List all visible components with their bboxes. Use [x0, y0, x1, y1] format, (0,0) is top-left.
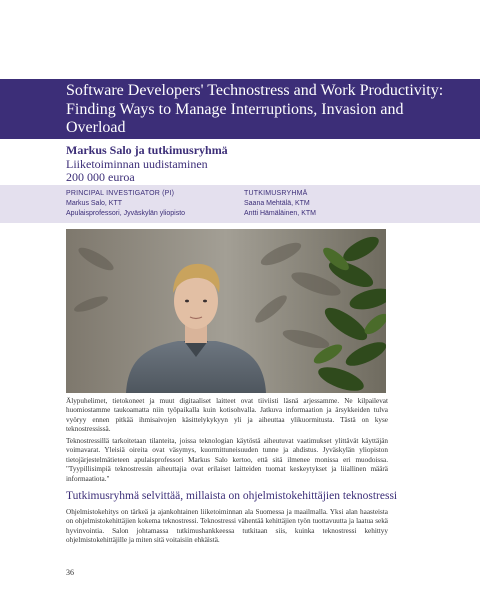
- group-column: [244, 189, 316, 219]
- page-title: Software Developers' Technostress and Work Productivity: Finding Ways to Manage Interruptions, Invasion and Overload: [66, 82, 444, 136]
- pi-heading: PRINCIPAL INVESTIGATOR (PI): [66, 190, 175, 197]
- group-member-1: Saana Mehtälä, KTM: [244, 200, 310, 207]
- page-number: 36: [66, 568, 74, 577]
- section-heading: Tutkimusryhmä selvittää, millaista on ohjelmistokehittäjien teknostressi: [66, 490, 398, 502]
- portrait-illustration: [66, 229, 386, 393]
- group-member-2: Antti Hämäläinen, KTM: [244, 210, 316, 217]
- category-line: Liiketoiminnan uudistaminen: [66, 157, 208, 171]
- intro-paragraph: Älypuhelimet, tietokoneet ja muut digitaaliset laitteet ovat tiiviisti läsnä arjessamme. Ne kilpailevat huomiostamme taukoamatta niin työpaikalla kuin kotisohvalla. Jatkuva informaation ja ärsykkeiden tulva vyöryy ennen pitkää ihmisaivojen käsittelykykyyn yli ja aiheuttaa ylikuormitusta. Tästä on kyse teknostressissä.: [66, 397, 388, 434]
- definition-paragraph: Teknostressillä tarkoitetaan tilanteita, joissa teknologian käytöstä aiheutuvat vaatimukset ylittävät käyttäjän voimavarat. Yleisiä oireita ovat väsymys, kuormittuneisuuden tunne ja ahdistus. Jyväskylän yliopiston tietojärjestelmätieteen apulaisprofessori Markus Salo kertoo, että sitä ilmenee monissa eri muodoissa. "Tyypillisimpiä teknostressin aiheuttajia ovat erilaiset laitteiden tuomat keskeytykset ja liiallinen määrä informaatiota.": [66, 437, 388, 483]
- pi-title: Apulaisprofessori, Jyväskylän yliopisto: [66, 210, 186, 217]
- pi-column: [66, 189, 185, 219]
- group-heading: TUTKIMUSRYHMÄ: [244, 190, 308, 197]
- author-line: Markus Salo ja tutkimusryhmä: [66, 143, 228, 157]
- amount-line: 200 000 euroa: [66, 170, 135, 184]
- pi-name: Markus Salo, KTT: [66, 200, 123, 207]
- portrait-photo: [66, 229, 386, 393]
- project-paragraph: Ohjelmistokehitys on tärkeä ja ajankohtainen liiketoiminnan ala Suomessa ja maailmalla. Yksi alan haasteista on ohjelmistokehittäjien kokema teknostressi. Teknostressi vähentää kehittäjien työn tuottavuutta ja laatua sekä hyvinvointia. Salon johtamassa tutkimushankkeessa tutkitaan siis, kuinka teknostressi kehittyy ohjelmistokehittäjille ja miten sitä voitaisiin ehkäistä.: [66, 508, 388, 545]
